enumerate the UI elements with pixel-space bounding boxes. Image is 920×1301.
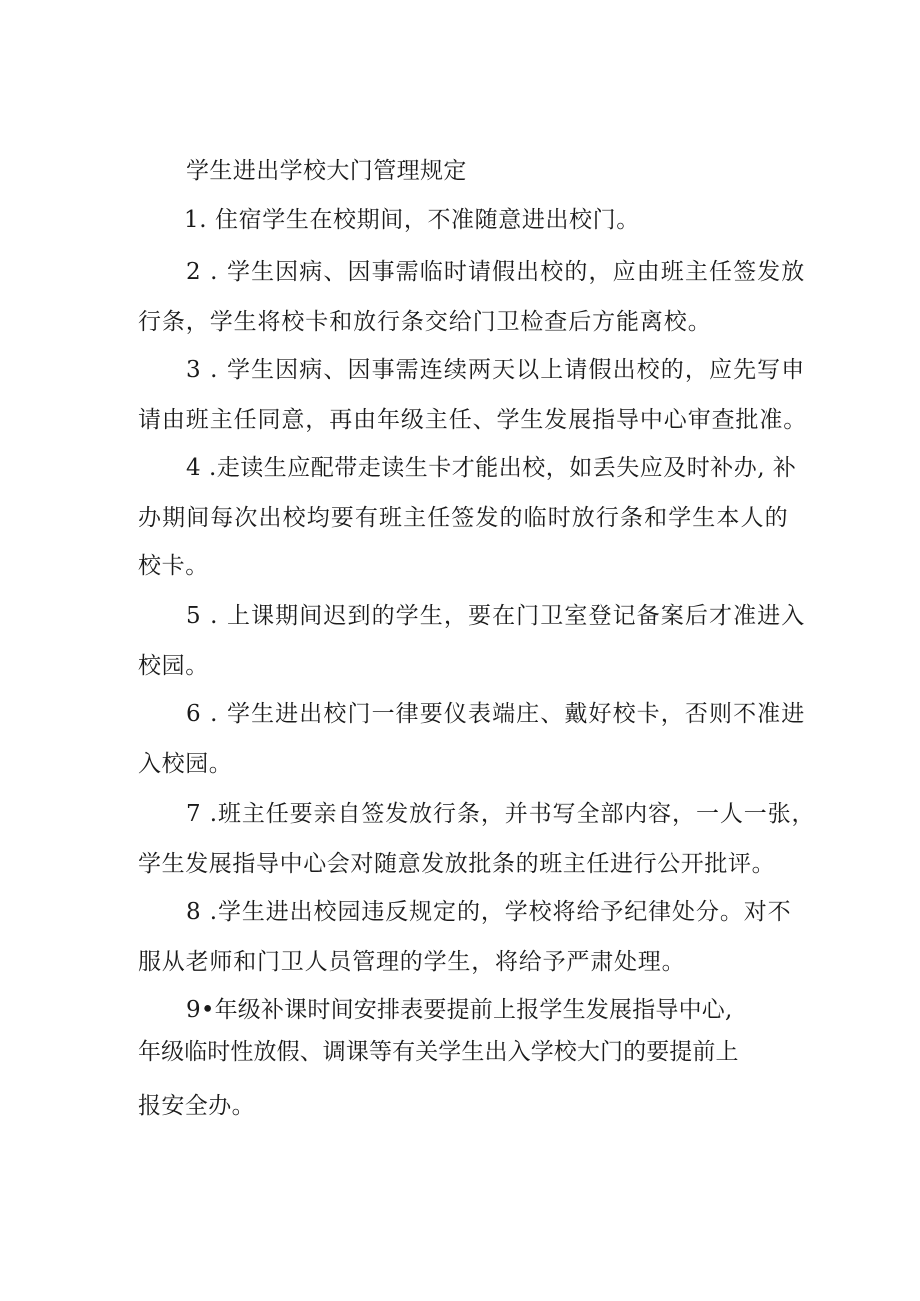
rule-4-line-2: 办期间每次出校均要有班主任签发的临时放行条和学生本人的 [138, 505, 789, 531]
rule-3-line-1: 3 . 学生因病、因事需连续两天以上请假出校的，应先写申 [186, 357, 806, 383]
rule-9-line-3: 报安全办。 [138, 1093, 255, 1119]
rule-9-line-1: 9•年级补课时间安排表要提前上报学生发展指导中心, [186, 997, 733, 1023]
rule-5-line-2: 校园。 [138, 653, 209, 679]
rule-3-line-2: 请由班主任同意，再由年级主任、学生发展指导中心审查批准。 [138, 407, 808, 433]
rule-9-line-2: 年级临时性放假、调课等有关学生出入学校大门的要提前上 [138, 1039, 739, 1065]
rule-8-line-1: 8 .学生进出校园违反规定的，学校将给予纪律处分。对不 [186, 899, 792, 925]
rule-1-line-1: 1. 住宿学生在校期间，不准随意进出校门。 [184, 207, 640, 233]
rule-7-line-2: 学生发展指导中心会对随意发放批条的班主任进行公开批评。 [138, 851, 776, 877]
rule-8-line-2: 服从老师和门卫人员管理的学生，将给予严肃处理。 [138, 949, 686, 975]
rule-5-line-1: 5 . 上课期间迟到的学生，要在门卫室登记备案后才准进入 [186, 603, 806, 629]
rule-4-line-1: 4 .走读生应配带走读生卡才能出校，如丢失应及时补办, 补 [186, 455, 797, 481]
rule-6-line-1: 6 . 学生进出校门一律要仪表端庄、戴好校卡，否则不准进 [186, 701, 806, 727]
document-title: 学生进出学校大门管理规定 [186, 158, 467, 184]
rule-2-line-1: 2 . 学生因病、因事需临时请假出校的，应由班主任签发放 [186, 259, 806, 285]
rule-2-line-2: 行条，学生将校卡和放行条交给门卫检查后方能离校。 [138, 309, 712, 335]
rule-4-line-3: 校卡。 [138, 553, 209, 579]
rule-7-line-1: 7 .班主任要亲自签发放行条，并书写全部内容，一人一张， [186, 801, 816, 827]
rule-6-line-2: 入校园。 [138, 751, 233, 777]
